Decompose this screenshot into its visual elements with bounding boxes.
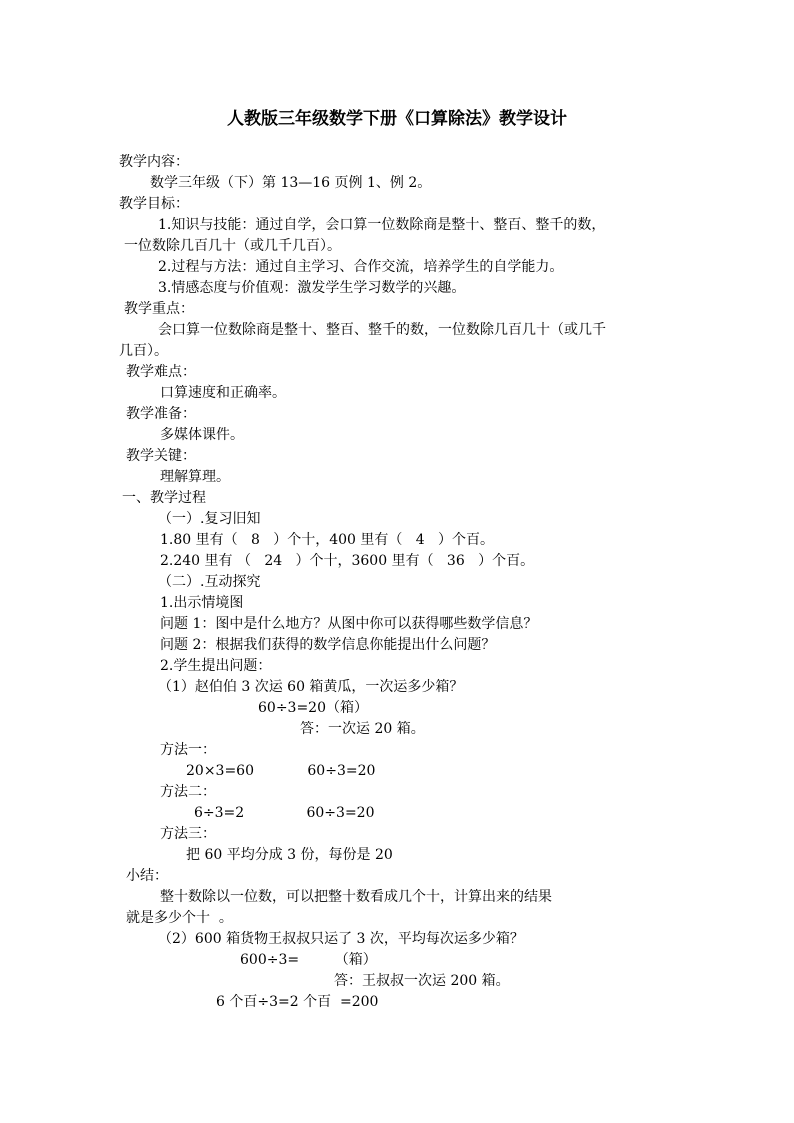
text-line: 理解算理。	[160, 469, 230, 485]
equation-line: 6 个百÷3=2 个百 =200	[216, 994, 379, 1010]
section-label-preparation: 教学准备：	[126, 406, 196, 422]
text-line: 多媒体课件。	[160, 427, 244, 443]
subsection-heading-review: （一）.复习旧知	[158, 511, 261, 527]
text-line: 数学三年级（下）第 13—16 页例 1、例 2。	[150, 175, 432, 191]
equation-line: 20×3=60 60÷3=20	[186, 763, 376, 779]
text-line: 1.80 里有（ 8 ）个十，400 里有（ 4 ）个百。	[160, 532, 495, 548]
section-label-key-points: 教学重点：	[124, 301, 194, 317]
section-label-difficulties: 教学难点：	[126, 364, 196, 380]
method-label: 方法一：	[160, 742, 216, 758]
text-line: 3.情感态度与价值观：激发学生学习数学的兴趣。	[158, 280, 466, 296]
text-line: （2）600 箱货物王叔叔只运了 3 次，平均每次运多少箱？	[158, 931, 524, 947]
section-label-objectives: 教学目标：	[119, 196, 189, 212]
text-line: 2.过程与方法：通过自主学习、合作交流，培养学生的自学能力。	[158, 259, 564, 275]
section-label-summary: 小结：	[126, 868, 168, 884]
text-line: 就是多少个十 。	[126, 910, 233, 926]
text-line: （1）赵伯伯 3 次运 60 箱黄瓜，一次运多少箱？	[158, 679, 464, 695]
equation-line: 60÷3=20（箱）	[258, 700, 368, 716]
text-line: 2.240 里有 （ 24 ）个十，3600 里有（ 36 ）个百。	[160, 553, 535, 569]
text-line: 把 60 平均分成 3 份，每份是 20	[186, 847, 393, 863]
text-line: 一位数除几百几十（或几千几百）。	[124, 238, 341, 254]
text-line: 问题 1：图中是什么地方？从图中你可以获得哪些数学信息？	[160, 616, 538, 632]
method-label: 方法三：	[160, 826, 216, 842]
text-line: 整十数除以一位数，可以把整十数看成几个十，计算出来的结果	[160, 889, 552, 905]
method-label: 方法二：	[160, 784, 216, 800]
text-line: 几百）。	[119, 343, 168, 359]
text-line: 问题 2：根据我们获得的数学信息你能提出什么问题？	[160, 637, 496, 653]
equation-line: 600÷3= （箱）	[240, 952, 377, 968]
answer-line: 答：一次运 20 箱。	[300, 721, 425, 737]
subsection-heading-explore: （二）.互动探究	[158, 574, 261, 590]
text-line: 1.出示情境图	[160, 595, 244, 611]
answer-line: 答：王叔叔一次运 200 箱。	[334, 973, 510, 989]
text-line: 口算速度和正确率。	[160, 385, 286, 401]
text-line: 会口算一位数除商是整十、整百、整千的数，一位数除几百几十（或几千	[158, 322, 606, 338]
section-label-content: 教学内容：	[119, 154, 189, 170]
document-title: 人教版三年级数学下册《口算除法》教学设计	[227, 109, 567, 129]
text-line: 2.学生提出问题：	[160, 658, 272, 674]
text-line: 1.知识与技能：通过自学，会口算一位数除商是整十、整百、整千的数，	[158, 217, 606, 233]
equation-line: 6÷3=2 60÷3=20	[194, 805, 375, 821]
section-label-key: 教学关键：	[126, 448, 196, 464]
section-heading-process: 一、教学过程	[122, 490, 206, 506]
